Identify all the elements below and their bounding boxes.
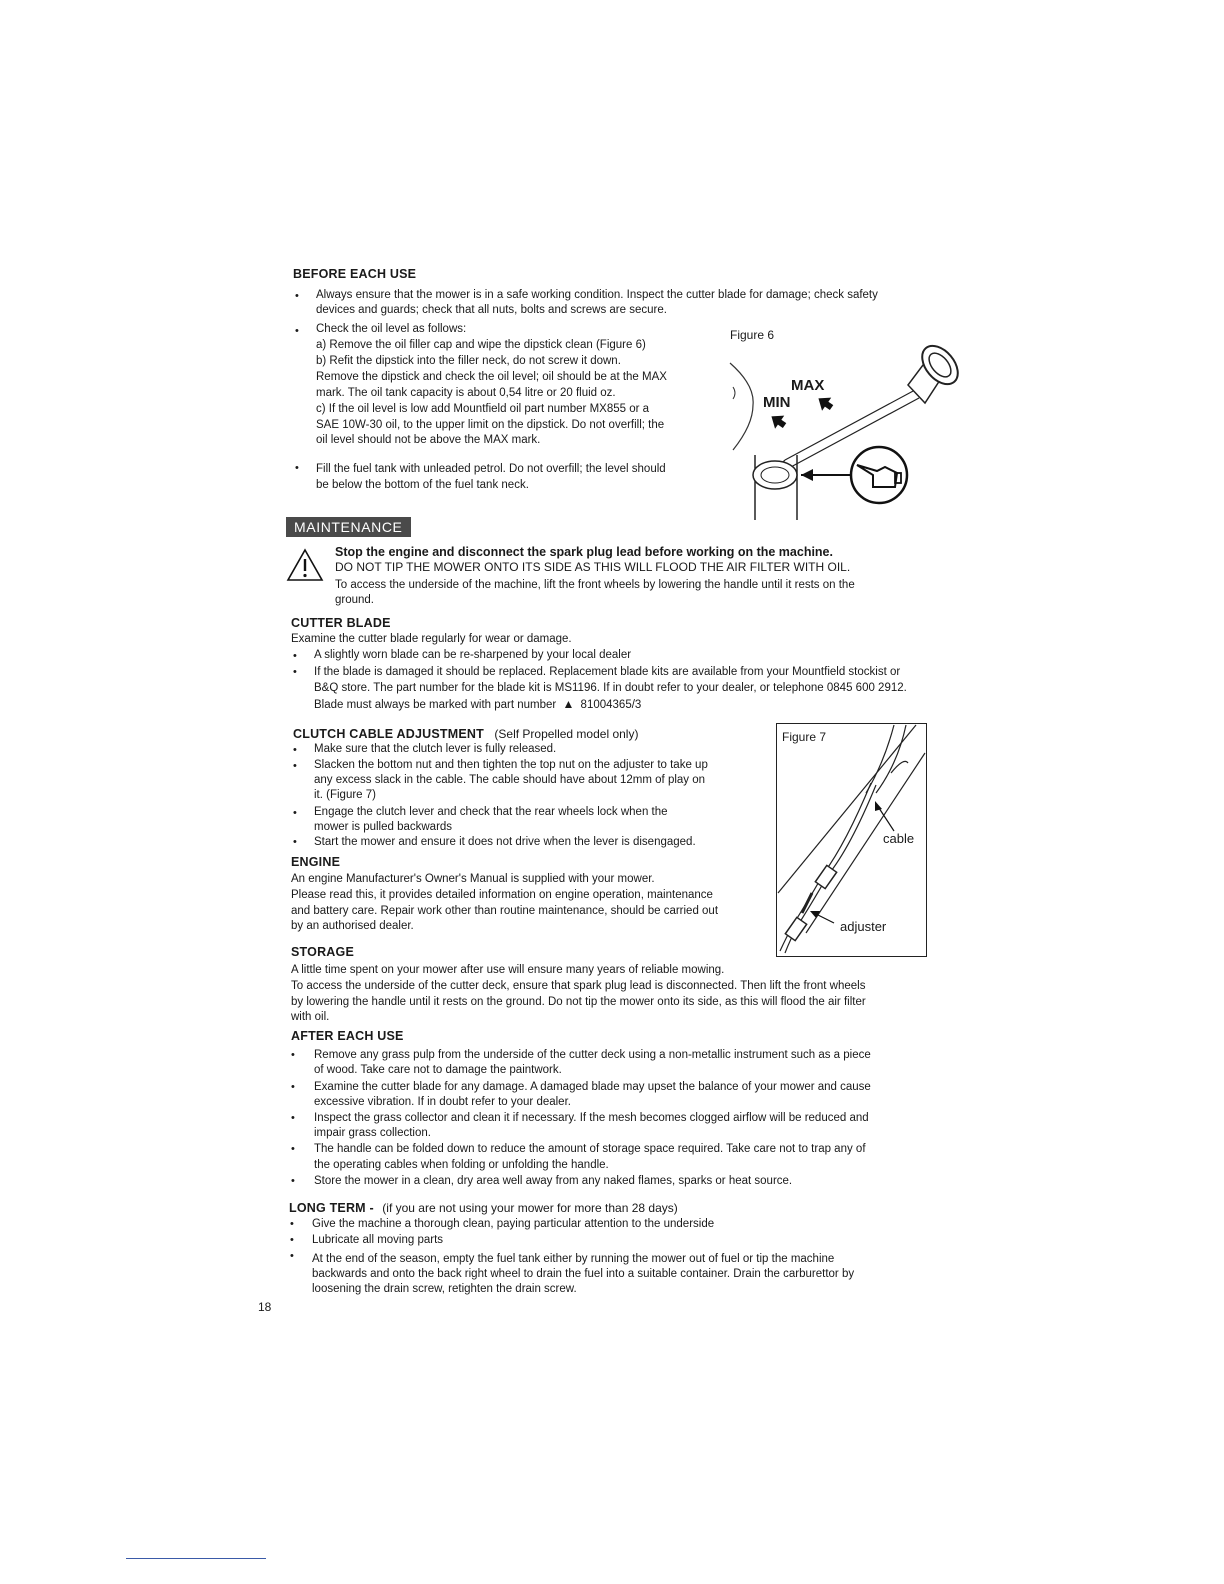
oil-step-c-line3: oil level should not be above the MAX mark. xyxy=(316,434,541,446)
clutch-bullet3-line1: Engage the clutch lever and check that the rear wheels lock when the xyxy=(314,806,668,818)
clutch-heading: CLUTCH CABLE ADJUSTMENT xyxy=(293,727,484,741)
figure6-max-label: MAX xyxy=(791,377,825,394)
part-number-lead: Blade must always be marked with part number xyxy=(314,699,557,711)
long-term-bullet3-line3: loosening the drain screw, retighten the drain screw. xyxy=(312,1283,577,1295)
filler-neck xyxy=(753,461,797,489)
oil-check-intro: Check the oil level as follows: xyxy=(316,323,467,335)
cutter-bullet2-line1: If the blade is damaged it should be replaced. Replacement blade kits are available from your Mountfield stockist or xyxy=(314,666,901,678)
warning-text-line1: To access the underside of the machine, lift the front wheels by lowering the handle until it rests on the xyxy=(335,579,855,591)
long-term-note: (if you are not using your mower for more than 28 days) xyxy=(382,1201,678,1215)
bullet-dot: • xyxy=(290,1234,294,1246)
engine-heading: ENGINE xyxy=(291,855,341,869)
bullet-dot: • xyxy=(291,1049,295,1061)
cutter-bullet2-line2: B&Q store. The part number for the blade kit is MS1196. If in doubt refer to your dealer, or telephone 0845 600 2912. xyxy=(314,682,907,694)
after-bullet2-line2: excessive vibration. If in doubt refer to your dealer. xyxy=(314,1096,571,1108)
cutter-bullet1: A slightly worn blade can be re-sharpened by your local dealer xyxy=(314,649,632,661)
bullet-dot: • xyxy=(293,744,297,756)
long-term-heading-row xyxy=(289,1199,678,1217)
oil-can-icon xyxy=(851,447,907,503)
adjuster-bottom-nut xyxy=(785,917,806,940)
page-number: 18 xyxy=(258,1300,272,1314)
before-bullet1-line1: Always ensure that the mower is in a safe working condition. Inspect the cutter blade for damage; check safety xyxy=(316,289,878,301)
long-term-bullet3-line2: backwards and onto the back right wheel to drain the fuel into a suitable container. Drain the carburettor by xyxy=(312,1268,855,1280)
engine-line1: An engine Manufacturer's Owner's Manual is supplied with your mower. xyxy=(291,873,655,885)
figure6-min-label: MIN xyxy=(763,394,791,411)
after-bullet4-line2: the operating cables when folding or unfolding the handle. xyxy=(314,1159,609,1171)
after-bullet5: Store the mower in a clean, dry area well away from any naked flames, sparks or heat source. xyxy=(314,1175,793,1187)
figure7-cable-label: cable xyxy=(883,831,915,846)
bullet-dot: • xyxy=(293,836,297,848)
oil-step-b: b) Refit the dipstick into the filler neck, do not screw it down. xyxy=(316,355,621,367)
figure7-label: Figure 7 xyxy=(782,730,827,744)
bullet-dot: • xyxy=(295,462,299,474)
cable-pointer-arrow-icon xyxy=(875,801,882,811)
dipstick-shaft-upper xyxy=(785,390,915,460)
oil-step-b-line2: Remove the dipstick and check the oil level; oil should be at the MAX xyxy=(316,371,667,383)
figure7-adjuster-label: adjuster xyxy=(840,919,887,934)
bullet-dot: • xyxy=(291,1175,295,1187)
warning-triangle-icon xyxy=(286,548,324,582)
bullet-dot: • xyxy=(291,1112,295,1124)
after-bullet4-line1: The handle can be folded down to reduce the amount of storage space required. Take care not to trap any of xyxy=(314,1143,866,1155)
engine-line2: Please read this, it provides detailed information on engine operation, maintenance xyxy=(291,889,713,901)
clutch-bullet3-line2: mower is pulled backwards xyxy=(314,821,453,833)
after-each-use-heading: AFTER EACH USE xyxy=(291,1029,404,1043)
footnote-divider xyxy=(126,1558,266,1559)
after-bullet3-line2: impair grass collection. xyxy=(314,1127,431,1139)
fuel-bullet-line1: Fill the fuel tank with unleaded petrol. Do not overfill; the level should xyxy=(316,463,666,475)
engine-line3: and battery care. Repair work other than routine maintenance, should be carried out xyxy=(291,905,719,917)
blade-part-number: 81004365/3 xyxy=(580,699,642,711)
after-bullet3-line1: Inspect the grass collector and clean it if necessary. If the mesh becomes clogged airflow will be reduced and xyxy=(314,1112,869,1124)
long-term-bullet1: Give the machine a thorough clean, paying particular attention to the underside xyxy=(312,1218,715,1230)
long-term-bullet3-line1: At the end of the season, empty the fuel tank either by running the mower out of fuel or tip the machine xyxy=(312,1253,835,1265)
before-bullet1-line2: devices and guards; check that all nuts, bolts and screws are secure. xyxy=(316,304,667,316)
long-term-bullet2: Lubricate all moving parts xyxy=(312,1234,444,1246)
oil-step-a: a) Remove the oil filler cap and wipe the dipstick clean (Figure 6) xyxy=(316,339,646,351)
after-bullet1-line2: of wood. Take care not to damage the paintwork. xyxy=(314,1064,562,1076)
cutter-blade-intro: Examine the cutter blade regularly for wear or damage. xyxy=(291,633,572,645)
storage-line2: To access the underside of the cutter deck, ensure that spark plug lead is disconnected. Then lift the front wheels xyxy=(291,980,866,992)
warning-bold-text: Stop the engine and disconnect the spark plug lead before working on the machine. xyxy=(335,545,833,559)
after-bullet1-line1: Remove any grass pulp from the underside of the cutter deck using a non-metallic instrument such as a piece xyxy=(314,1049,871,1061)
figure6-label: Figure 6 xyxy=(730,328,775,342)
clutch-bullet2-line1: Slacken the bottom nut and then tighten the top nut on the adjuster to take up xyxy=(314,759,708,771)
long-term-heading: LONG TERM - xyxy=(289,1201,374,1215)
oil-step-c: c) If the oil level is low add Mountfield oil part number MX855 or a xyxy=(316,403,650,415)
bullet-dot: • xyxy=(295,325,299,337)
oil-step-b-line3: mark. The oil tank capacity is about 0,54 litre or 20 fluid oz. xyxy=(316,387,616,399)
after-bullet2-line1: Examine the cutter blade for any damage. A damaged blade may upset the balance of your mower and cause xyxy=(314,1081,871,1093)
storage-line3: by lowering the handle until it rests on the ground. Do not tip the mower onto its side, as this will flood the air filter xyxy=(291,996,866,1008)
bullet-dot: • xyxy=(293,807,297,819)
clutch-bullet4: Start the mower and ensure it does not drive when the lever is disengaged. xyxy=(314,836,696,848)
storage-line1: A little time spent on your mower after use will ensure many years of reliable mowing. xyxy=(291,964,725,976)
cutter-bullet2-line3 xyxy=(314,696,641,713)
blade-mark-icon: ▲ xyxy=(562,697,575,711)
engine-line4: by an authorised dealer. xyxy=(291,920,414,932)
max-arrow-icon xyxy=(814,392,836,414)
storage-line4: with oil. xyxy=(291,1011,330,1023)
bullet-dot: • xyxy=(293,666,297,678)
cutter-blade-heading: CUTTER BLADE xyxy=(291,616,391,630)
oil-step-c-line2: SAE 10W-30 oil, to the upper limit on the dipstick. Do not overfill; the xyxy=(316,419,665,431)
bullet-dot: • xyxy=(290,1218,294,1230)
clutch-bullet2-line2: any excess slack in the cable. The cable should have about 12mm of play on xyxy=(314,774,706,786)
warning-text-line2: ground. xyxy=(335,594,375,606)
pour-arrow-icon xyxy=(801,469,813,481)
min-arrow-icon xyxy=(767,410,789,432)
figure6-dipstick-illustration xyxy=(725,325,965,525)
clutch-bullet1: Make sure that the clutch lever is fully released. xyxy=(314,743,557,755)
bullet-dot: • xyxy=(290,1250,294,1262)
bullet-dot: • xyxy=(291,1143,295,1155)
clutch-note: (Self Propelled model only) xyxy=(494,727,639,741)
before-each-use-heading: BEFORE EACH USE xyxy=(293,267,417,281)
bullet-dot: • xyxy=(291,1081,295,1093)
maintenance-banner: MAINTENANCE xyxy=(286,517,411,537)
warning-caps-text: DO NOT TIP THE MOWER ONTO ITS SIDE AS THIS WILL FLOOD THE AIR FILTER WITH OIL. xyxy=(335,560,851,574)
clutch-bullet2-line3: it. (Figure 7) xyxy=(314,789,376,801)
bullet-dot: • xyxy=(293,760,297,772)
bullet-dot: • xyxy=(295,290,299,302)
fuel-bullet-line2: be below the bottom of the fuel tank neck. xyxy=(316,479,529,491)
storage-heading: STORAGE xyxy=(291,945,354,959)
bullet-dot: • xyxy=(293,650,297,662)
